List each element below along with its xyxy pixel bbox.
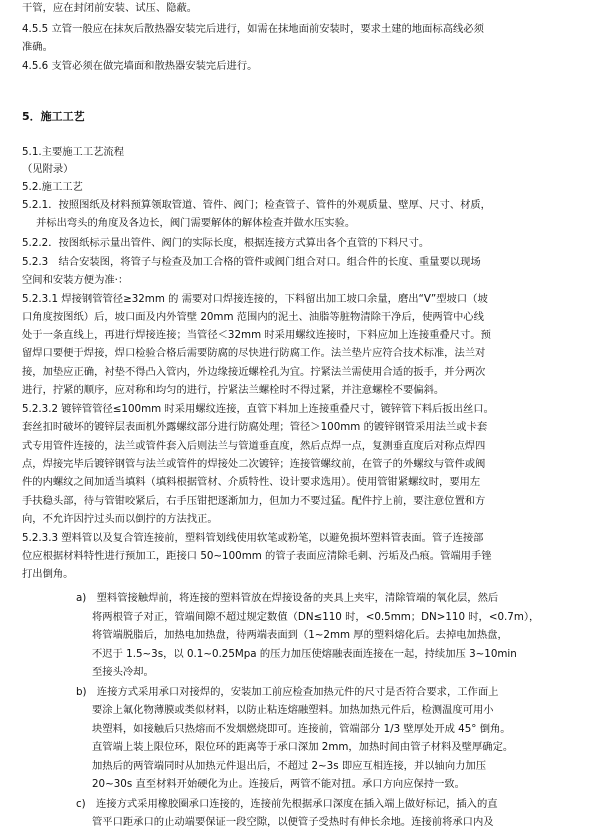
list-item: a) 塑料管接触焊前，将连接的塑料管放在焊接设备的夹具上夹牢，清除管端的氧化层，然后 [76,592,499,604]
list-item: b) 连接方式采用承口对接焊的，安装加工前应检查加热元件的尺寸是否符合要求，工作面上 [76,686,499,698]
text-line: 4.5.6 支管必须在做完墙面和散热器安装完后进行。 [22,60,258,72]
text-line: 5.2.3.2 镀锌管管径≤100mm 时采用螺纹连接，直管下料加上连接重叠尺寸，镀锌管下料后扳出丝口。 [22,403,494,415]
text-line: 5.2.1．按照图纸及材料预算领取管道、管件、阀门；检查管子、管件的外观质量、壁厚、尺寸、材质， [22,199,491,211]
text-line: 接，加垫应正确，衬垫不得凸入管内，外边缘接近螺栓孔为宜。拧紧法兰需使用合适的扳手，并分两次 [22,366,486,378]
text-line: 式专用管件连接的，法兰或管件套入后则法兰与管道垂直度，然后点焊一点，复测垂直度后对称点焊四 [22,440,486,452]
text-line: 将两根管子对正，管端间隙不超过规定数值（DN≤110 时，<0.5mm；DN>110 时，<0.7m）， [92,611,540,623]
text-line: 20~30s 直至材料开始硬化为止。连接后，两管不能对扭。承口方向应保持一致。 [92,778,465,790]
text-line: 位应根据材料特性进行预加工，距接口 50~100mm 的管子表面应清除毛刺、污垢及凸痕。管端用手锉 [22,550,492,562]
text-line: 口角度按图纸）后，坡口面及内外管壁 20mm 范围内的泥土、油脂等脏物清除干净后，使两管中心线 [22,311,484,323]
text-line: 将管端脱脂后，加热电加热盘，待两端表面到（1~2mm 厚的塑料熔化后。去掉电加热盘， [92,629,508,641]
list-item: c) 连接方式采用橡胶圈承口连接的，连接前先根据承口深度在插入端上做好标记，插入的直 [76,798,498,810]
text-line: 5.2.3.1 焊接钢管管径≥32mm 的 需要对口焊接连接的，下料留出加工坡口余量，磨出“V”型坡口（坡 [22,293,488,305]
text-line: 管平口距承口的止动端要保证一段空隙，以便管子受热时有伸长余地。连接前将承口内及 [92,816,494,828]
text-line: 5.1.主要施工工艺流程 [22,146,125,158]
text-line: 干管，应在封闭前安装、试压、隐蔽。 [22,2,198,14]
text-line: 打出倒角。 [22,568,74,580]
text-line: 4.5.5 立管一般应在抹灰后散热器安装完后进行，如需在抹地面前安装时，要求土建的地面标高线必须 [22,23,484,35]
text-line: 不迟于 1.5~3s，以 0.1~0.25Mpa 的压力加压使熔融表面连接在一起，持续加压 3~10min [92,648,517,660]
text-line: 要涂上氟化物薄膜或类似材料，以防止粘连熔融塑料。加热加热元件后，检测温度可用小 [92,704,494,716]
text-line: 加热后的两管端同时从加热元件退出后，不超过 2~3s 即应互相连接，并以轴向力加压 [92,760,487,772]
text-line: 手扶稳头部，待与管钳咬紧后，右手压钳把逐渐加力，但加力不要过猛。配件拧上前，要注意位置和方 [22,495,486,507]
text-line: 空间和安装方便为准·： [22,274,129,286]
text-line: 5.2.3.3 塑料管以及复合管连接前，塑料管划线使用软笔或粉笔，以避免损坏塑料管表面。管子连接部 [22,532,484,544]
text-line: 块塑料，如接触后只热熔而不发烟燃烧即可。连接前，管端部分 1/3 壁厚处开成 45° 倒角。 [92,723,511,735]
text-line: 准确。 [22,41,53,53]
text-line: 至接头冷却。 [92,666,154,678]
text-line: 套丝扣时破坏的镀锌层表面机外露螺纹部分进行防腐处理；管径＞100mm 的镀锌钢管采用法兰或卡套 [22,421,488,433]
text-line: 并标出弯头的角度及各边长，阀门需要解体的解体检查并做水压实验。 [36,217,356,229]
text-line: 5.2.3 结合安装图，将管子与检查及加工合格的管件或阀门组合对口。组合件的长度、重量要以现场 [22,256,481,268]
text-line: 点，焊接完毕后镀锌钢管与法兰或管件的焊接处二次镀锌；连接管螺纹前，在管子的外螺纹与管件或阀 [22,458,486,470]
text-line: 5.2.2．按图纸标示量出管件、阀门的实际长度，根据连接方式算出各个直管的下料尺寸。 [22,237,430,249]
text-line: 件的内螺纹之间加适当填料（填料根据管材、介质特性、设计要求选用）。使用管钳紧螺纹时，要用左 [22,476,481,488]
text-line: 向，不允许因拧过头而以倒拧的方法找正。 [22,513,218,525]
text-line: （见附录） [22,163,74,175]
section-heading: 5．施工工艺 [22,110,85,123]
text-line: 处于一条直线上，再进行焊接连接；当管径＜32mm 时采用螺纹连接时，下料应加上连接重叠尺寸。预 [22,329,491,341]
text-line: 留焊口要便于焊接，焊口检验合格后需要防腐的尽快进行防腐工作。法兰垫片应符合技术标准，法兰对 [22,347,486,359]
text-line: 进行，拧紧的顺序，应对称和均匀的进行，拧紧法兰螺栓时不得过紧，并注意螺栓不要偏斜。 [22,384,445,396]
text-line: 5.2.施工工艺 [22,181,83,193]
text-line: 直管端上装上限位环，限位环的距离等于承口深加 2mm，加热时间由管子材料及壁厚确定。 [92,741,514,753]
